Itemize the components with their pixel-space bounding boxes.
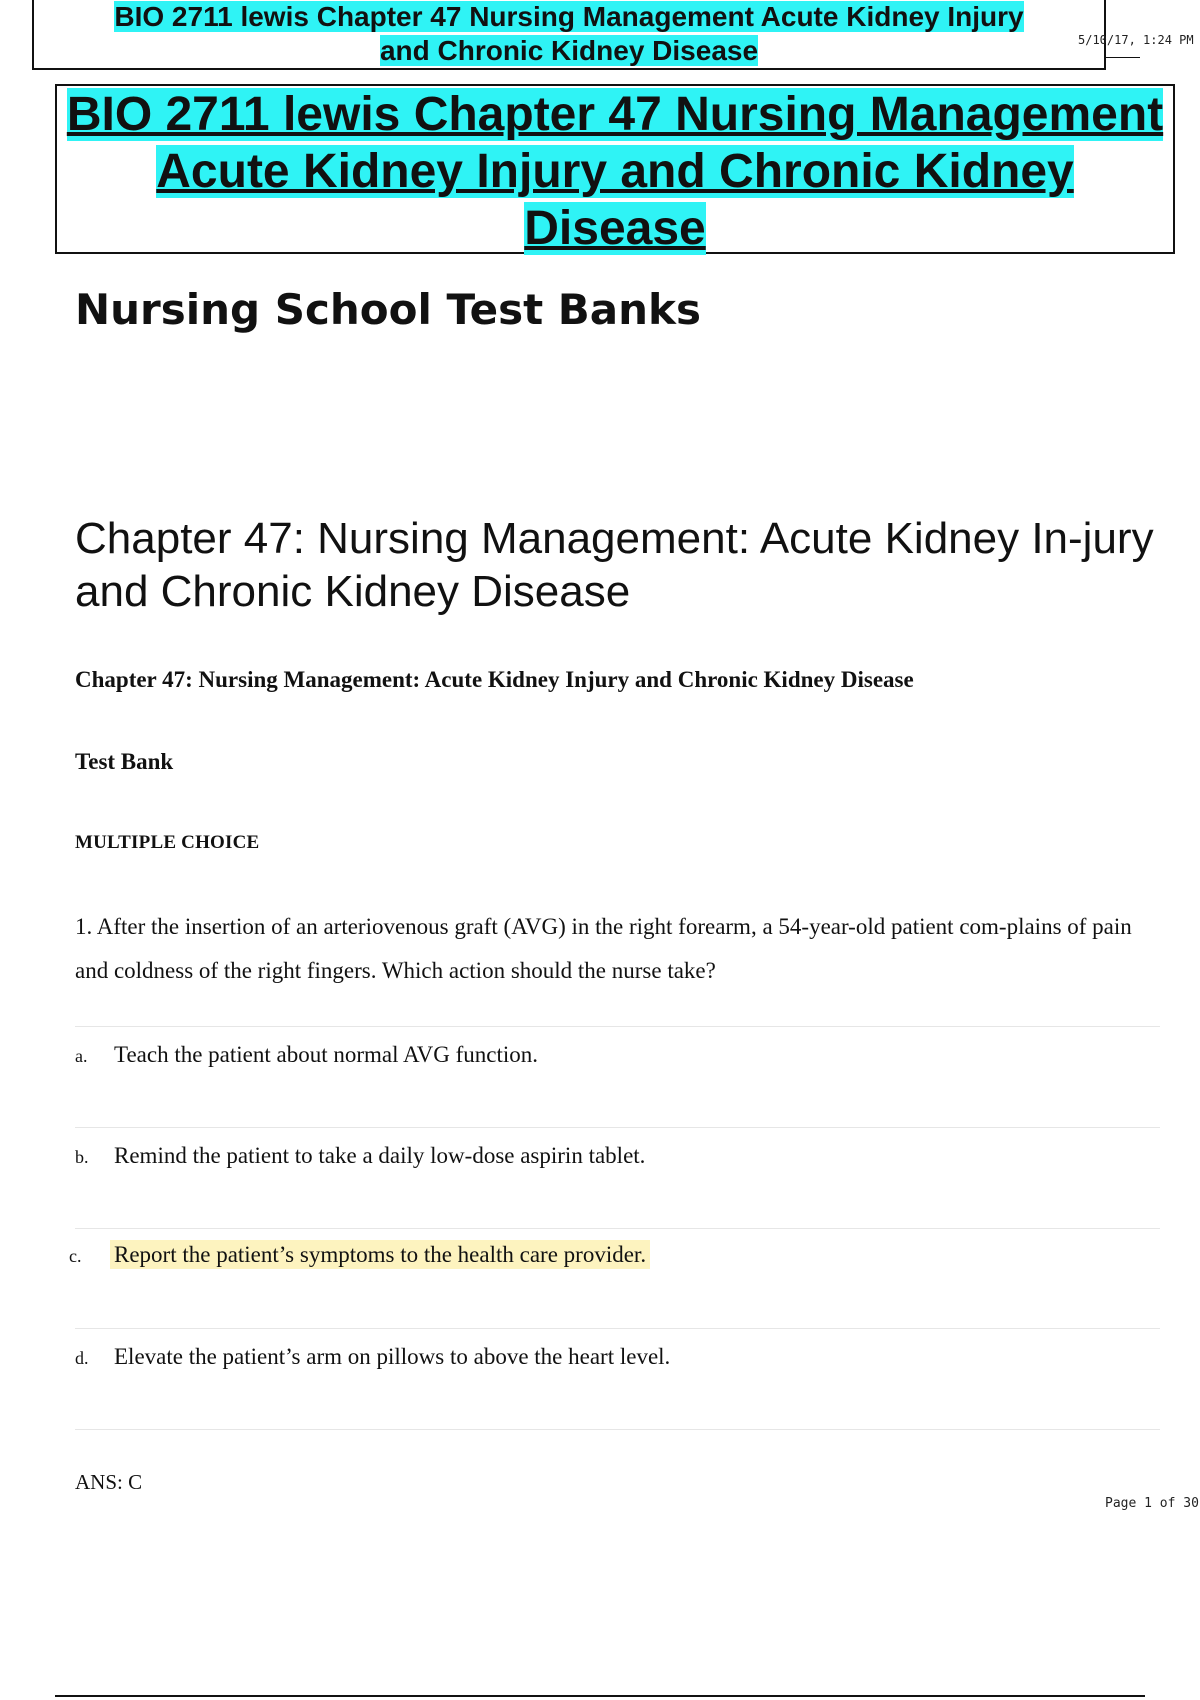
option-text: Elevate the patient’s arm on pillows to above the heart level. — [114, 1344, 671, 1369]
header-title-line-1: BIO 2711 lewis Chapter 47 Nursing Management Acute Kidney Injury — [114, 1, 1024, 32]
option-letter: c. — [69, 1246, 82, 1266]
option-letter: d. — [75, 1348, 89, 1368]
option-c — [69, 1242, 650, 1268]
title-line-3: Disease — [524, 202, 706, 255]
question-text: 1. After the insertion of an arteriovenous graft (AVG) in the right forearm, a 54-year-old patient com-plains of pain and coldness of the right fingers. Which action should the nurse take? — [75, 914, 1132, 983]
option-a — [75, 1042, 538, 1068]
document-header — [32, 0, 1106, 70]
header-title-line-2: and Chronic Kidney Disease — [379, 35, 759, 66]
option-divider — [75, 1026, 1160, 1027]
test-bank-label: Test Bank — [75, 749, 174, 774]
option-divider — [75, 1429, 1160, 1430]
document-title — [57, 86, 1173, 257]
header-title — [34, 0, 1104, 68]
option-letter: b. — [75, 1147, 89, 1167]
option-text-highlighted: Report the patient’s symptoms to the health care provider. — [110, 1240, 650, 1269]
title-line-2: Acute Kidney Injury and Chronic Kidney — [156, 145, 1074, 198]
section-label: MULTIPLE CHOICE — [75, 832, 260, 853]
page-number: Page 1 of 30 — [1105, 1496, 1199, 1511]
option-divider — [75, 1228, 1160, 1229]
header-timestamp: 5/10/17, 1:24 PM — [1078, 33, 1194, 47]
option-letter: a. — [75, 1046, 88, 1066]
footer-divider — [55, 1695, 1145, 1697]
title-line-1: BIO 2711 lewis Chapter 47 Nursing Management — [66, 88, 1164, 141]
option-divider — [75, 1127, 1160, 1128]
option-b — [75, 1143, 645, 1169]
option-divider — [75, 1328, 1160, 1329]
option-text: Teach the patient about normal AVG function. — [114, 1042, 538, 1067]
site-heading: Nursing School Test Banks — [75, 285, 701, 334]
title-box — [55, 84, 1175, 254]
chapter-subheading: Chapter 47: Nursing Management: Acute Kidney Injury and Chronic Kidney Disease — [75, 667, 914, 692]
option-text: Remind the patient to take a daily low-dose aspirin tablet. — [114, 1143, 646, 1168]
option-d — [75, 1344, 670, 1370]
header-divider — [1104, 57, 1140, 58]
chapter-heading: Chapter 47: Nursing Management: Acute Kidney In-jury and Chronic Kidney Disease — [75, 514, 1154, 616]
answer-key: ANS: C — [75, 1470, 143, 1494]
